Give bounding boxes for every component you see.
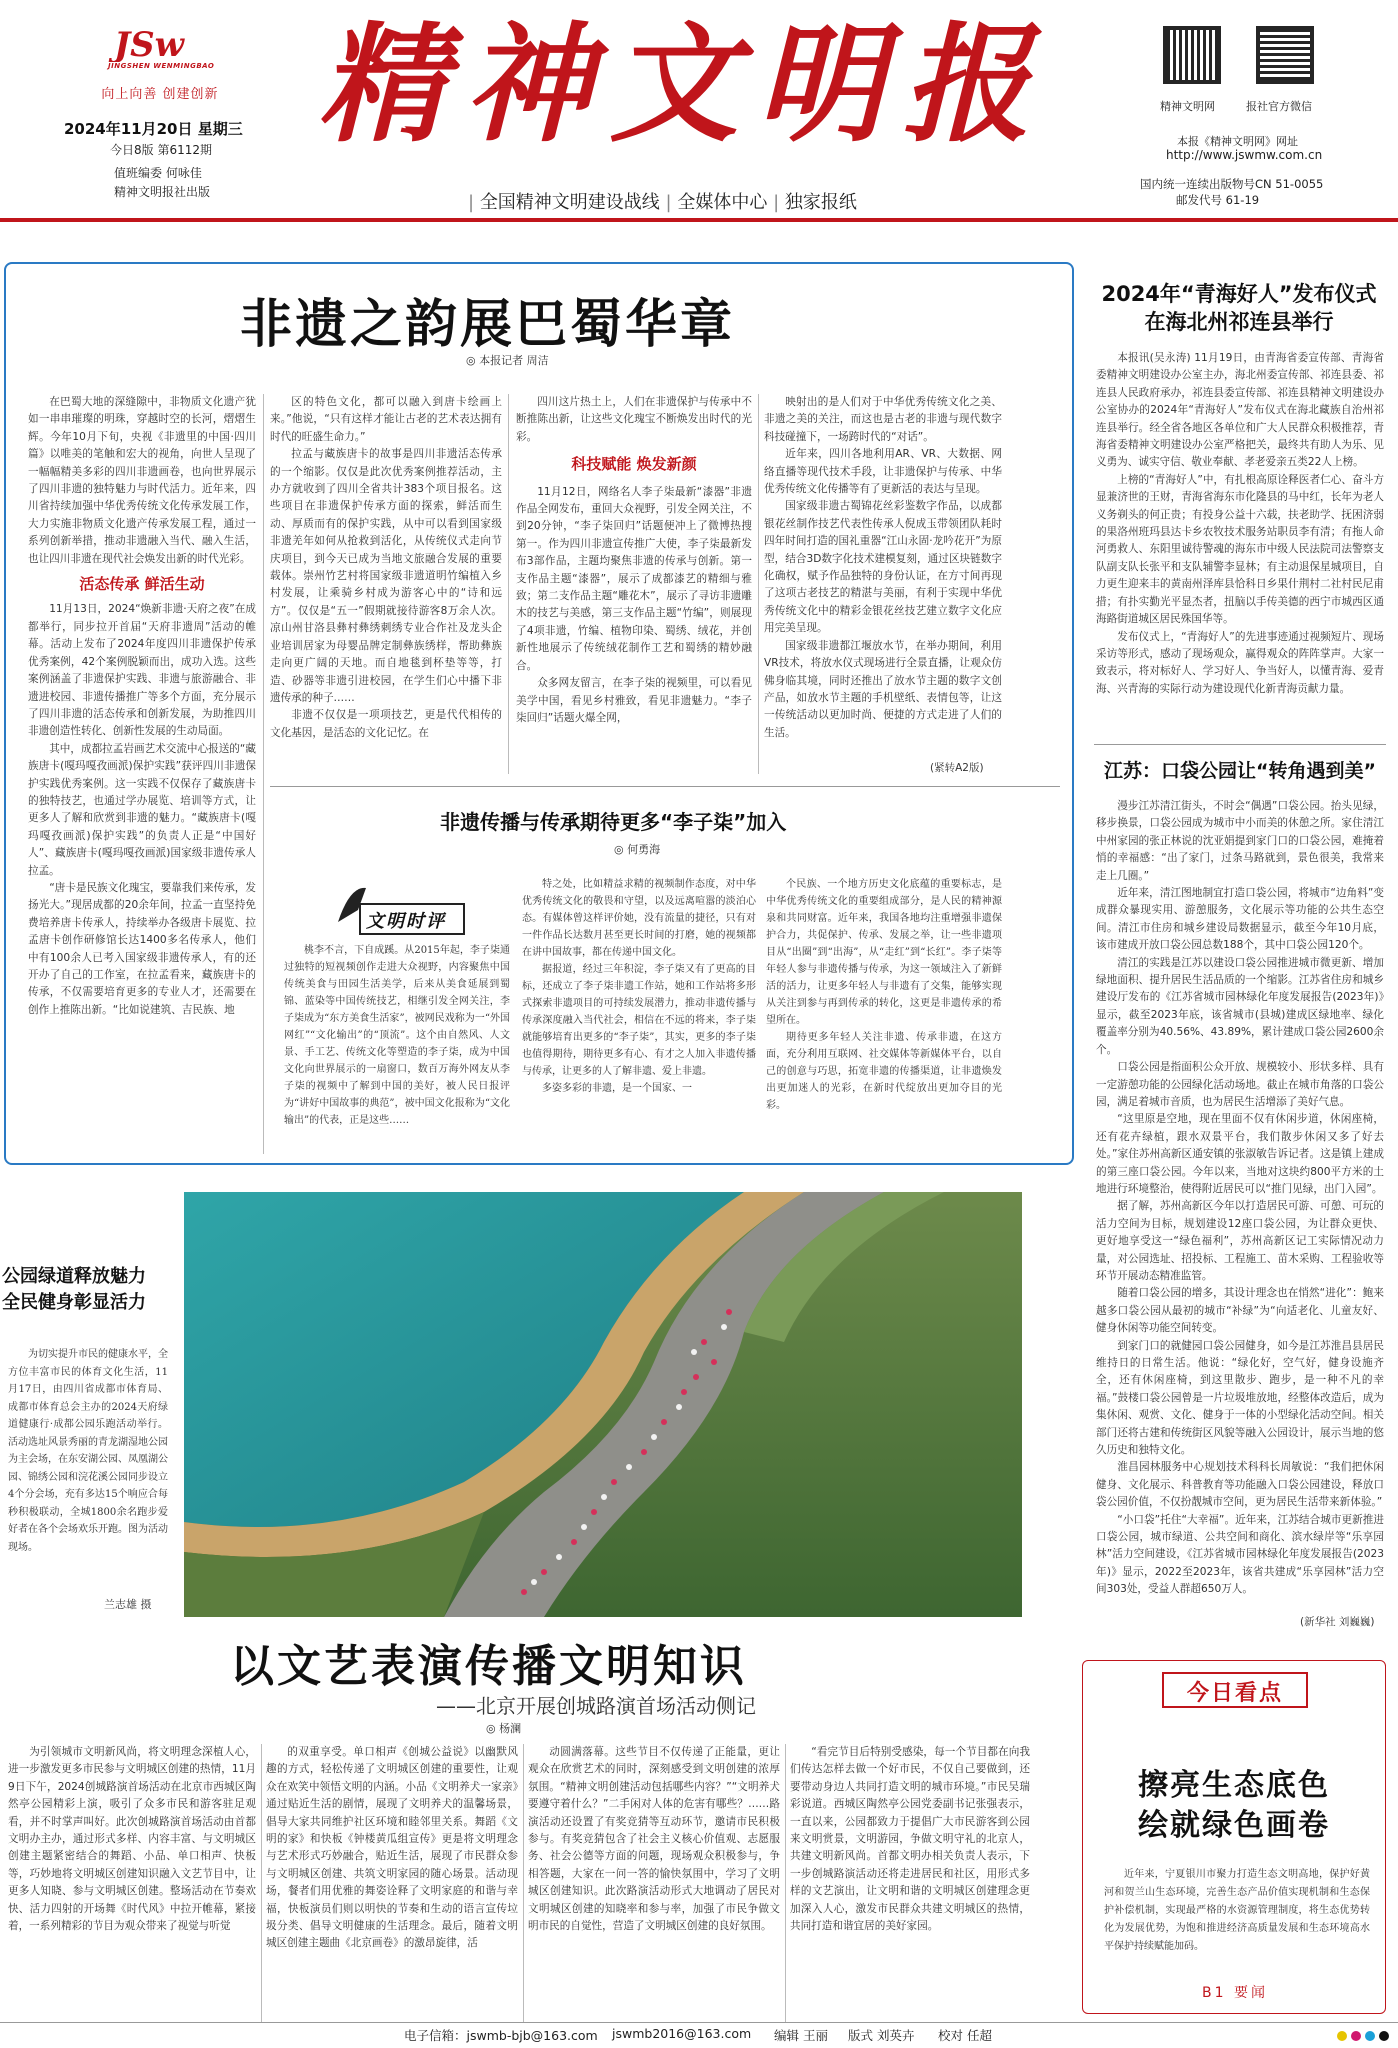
story2-col-2 (266, 1744, 518, 2022)
right-story-b-body (1096, 798, 1384, 1604)
lead-paragraph: “唐卡是民族文化瑰宝，要靠我们来传承，发扬光大。”现居成都的20余年间，拉孟一直坚持免费培养唐卡传承人，持续举办各级唐卡展览、拉孟唐卡创作研修馆长达1400多名传承人，他们中有100余人已考入国家级非遗传承人，有的还开办了自己的工作室，在拉孟看来，藏族唐卡的传承，不仅需要培育更多的专业人才，还需要在创作上推陈出新。“比如说建筑、吉民族、地 (28, 881, 256, 1016)
masthead-nav: | 全国精神文明建设战线 | 全媒体中心 | 独家报纸 (468, 192, 857, 213)
right-story-b-title: 江苏：口袋公园让“转角遇到美” (1104, 760, 1376, 782)
opinion-col-2 (522, 876, 756, 1150)
right-paragraph: 本报讯(吴永涛) 11月19日，由青海省委宣传部、青海省委精神文明建设办公室主办，海北州委宣传部、祁连县委、祁连县人民政府承办，祁连县委宣传部、祁连县精神文明建设办公室协办的2024年“青海好人”发布仪式在海北藏族自治州祁连县举行。经全省各地区各单位和广大人民群众积极推荐，青海省委精神文明建设办公室严格把关，最终共有助人为乐、见义勇为、诚实守信、敬业奉献、孝老爱亲五类22人上榜。 (1096, 352, 1384, 469)
qr-code-wechat[interactable] (1256, 26, 1314, 84)
lead-paragraph: 11月13日，2024“焕新非遗·天府之夜”在成都举行，同步拉开首届“天府非遗周”活动的帷幕。活动上发布了2024年度四川非遗保护传承优秀案例，42个案例脱颖而出，成功入选。这些案例涵盖了非遗保护实践、非遗与旅游融合、非遗进校园、非遗传播推广等多个方面，充分展示了四川非遗的活态传承和创新发展，为助推四川非遗创造性转化、创新性发展的生动局面。 (28, 603, 256, 738)
lead-col-1 (28, 394, 256, 1154)
story2-title: 以文艺表演传播文明知识 (230, 1641, 747, 1692)
right-paragraph: 据了解，苏州高新区今年以打造居民可游、可憩、可玩的活力空间为目标，规划建设12座口袋公园，为让群众更快、更好地享受这一“绿色福利”，苏州高新区记工实际情况动力量，对公园选址、招投标、工程施工、苗木采购、工程验收等环节开展动态精准监管。 (1096, 1200, 1384, 1282)
slogan: 向上向善 创建创新 (101, 87, 219, 102)
story2-paragraph: 动圆满落幕。这些节目不仅传递了正能量，更让观众在欣赏艺术的同时，深刻感受到文明创建的浓厚氛围。“精神文明创建活动包括哪些内容？”“文明养犬要遵守着什么？”二手闲对人体的危害有哪些？……路演活动还设置了有奖竞猜等互动环节，邀请市民积极参与。有奖竞猜包含了社会主义核心价值观、志愿服务、社会公德等方面的问题，现场观众积极参与，争相答题，大家在一问一答的愉快氛围中，学习了文明城区创建知识。此次路演活动形式大地调动了居民对文明城区创建的知晓率和参与率，加强了市民争做文明市民的自觉性，营造了文明城区创建的良好氛围。 (528, 1746, 780, 1933)
lead-paragraph: 映射出的是人们对于中华优秀传统文化之美、非遗之美的关注，而这也是古老的非遗与现代数字科技碰撞下，一场跨时代的“对话”。 (764, 396, 1002, 443)
footer-rule (0, 2022, 1398, 2023)
story2-paragraph: 为引领城市文明新风尚，将文明理念深植人心，进一步激发更多市民参与文明城区创建的热情，11月9日下午，2024创城路演首场活动在北京市西城区陶然亭公园精彩上演，吸引了众多市民和游客驻足观看，并不时掌声叫好。此次创城路演首场活动由首都文明办主办，通过形式多样、内容丰富、与文明城区创建主题紧密结合的舞蹈、小品、单口相声、快板等，巧妙地将文明城区创建知识融入文艺节目中，让更多人知晓、参与文明城区创建。整场活动在节奏欢快、活力四射的开场舞《时代风》中拉开帷幕，紧接着，一系列精彩的节目为观众带来了视觉与听觉 (8, 1746, 256, 1933)
right-story-title-1: 2024年“青海好人”发布仪式 (1101, 282, 1377, 306)
story2-byline: ◎ 杨澜 (486, 1722, 522, 1735)
today-title-2: 绘就绿色画卷 (1138, 1808, 1330, 1843)
column-divider (508, 394, 509, 774)
lead-paragraph: 在巴蜀大地的深缝隙中，非物质文化遗产犹如一串串璀璨的明珠，穿越时空的长河，熠熠生辉。今年10月下旬，央视《非遗里的中国·四川篇》以唯美的笔触和宏大的视角，向世人呈现了一幅幅精美多彩的四川非遗画卷，也向世界展示了四川非遗的独特魅力与时代活力。近年来，四川省持续加强中华优秀传统文化传承发展工作，大力实施非物质文化遗产传承发展工程，通过一系列创新举措，推动非遗融入当代、融入生活，也让四川非遗在现代社会焕发出新的时代光彩。 (28, 396, 256, 565)
color-registration-mark (1336, 2026, 1396, 2046)
footer-email-2[interactable]: jswmb2016@163.com (612, 2026, 752, 2041)
issue-date: 2024年11月20日 星期三 (64, 120, 243, 138)
opinion-tag-label: 文明时评 (366, 911, 446, 932)
right-story-body (1096, 350, 1384, 738)
opinion-rule (270, 786, 1060, 787)
opinion-tag (330, 880, 470, 936)
lead-col-2 (270, 394, 502, 774)
lead-paragraph: 国家级非遗都江堰放水节，在举办期间，利用VR技术，将放水仪式现场进行全景直播，让观众仿佛身临其境，同时还推出了放水节主题的数字文创产品，如放水节主题的手机壁纸、表情包等，让这一传统活动以更加时尚、便捷的方式走进了人们的生活。 (764, 639, 1002, 739)
photo-credit: 兰志雄 摄 (104, 1598, 152, 1611)
lead-paragraph: 非遗不仅仅是一项项技艺，更是代代相传的文化基因，是活态的文化记忆。在 (270, 709, 502, 739)
story2-paragraph: 的双重享受。单口相声《创城公益说》以幽默风趣的方式，轻松传递了文明城区创建的重要性，让观众在欢笑中领悟文明的内涵。小品《文明养犬一家亲》通过贴近生活的剧情，展现了文明养犬的温馨场景，倡导大家共同维护社区环境和睦邻里关系。舞蹈《文明的家》和快板《钟楼黄瓜组宣传》更是将文明理念与艺术形式巧妙融合，贴近生活，展现了市民群众参与文明城区创建、共筑文明家园的随心场景。活动现场，餐者们用优雅的舞姿诠释了文明家庭的和谐与幸福，快板演员们则以明快的节奏和生动的语言宣传垃圾分类、倡导文明健康的生活理念。最后，随着文明城区创建主题曲《北京画卷》的激昂旋律，活 (266, 1746, 518, 1950)
today-label: 今日看点 (1186, 1680, 1283, 1706)
lead-paragraph: 其中，成都拉孟岩画艺术交流中心报送的“藏族唐卡(嘎玛嘎孜画派)保护实践”获评四川非遗保护实践优秀案例。这一实践不仅保存了藏族唐卡的独特技艺，也通过学办展览、培训等方式，让更多人了解和欣赏到非遗的魅力。“藏族唐卡(嘎玛嘎孜画派)保护实践”的负责人正是“中国好人”、藏族唐卡(嘎玛嘎孜画派)国家级非遗传承人拉孟。 (28, 742, 256, 877)
opinion-col-3 (766, 876, 1002, 1150)
newspaper-title: 精神文明报 (318, 10, 1049, 160)
svg-text:JSw: JSw (114, 25, 184, 62)
greenway-photo-image (184, 1192, 1022, 1617)
nav-item-media[interactable]: 全媒体中心 (677, 192, 768, 213)
column-divider (758, 394, 759, 774)
lead-paragraph: 拉孟与藏族唐卡的故事是四川非遗活态传承的一个缩影。仅仅是此次优秀案例推荐活动，主办方就收到了四川全省共计383个项目报名。这些项目在非遗保护传承方面的探索，鲜活而生动、厚质而有的保护实践，从中可以看到国家级非遗羌年如何从抢救到活化，从传统仪式走向节庆项目，到今天已成为当地文旅融合发展的重要载体。崇州竹艺村将国家级非遗道明竹编植入乡村发展，让乘骑乡村成为游客心中的“诗和远方”。仅仅是“五一”假期就接待游客8万余人次。凉山州甘洛县彝村彝绣刺绣专业合作社及龙头企业培训居家为母婴品牌定制彝族绣样，帮助彝族走向更广阔的天地。而自地毯到杯垫等等，打造、砂器等非遗引进校园，在学生们心中播下非遗传承的种子…… (270, 448, 502, 704)
lead-byline: ◎ 本报记者 周洁 (466, 354, 549, 367)
story2-subtitle: ——北京开展创城路演首场活动侧记 (436, 1694, 756, 1718)
lead-paragraph: 区的特色文化，都可以融入到唐卡绘画上来。”他说，“只有这样才能让古老的艺术表达拥有时代的旺盛生命力。” (270, 396, 502, 443)
footer-proof: 校对 任超 (938, 2028, 992, 2043)
opinion-paragraph: 多姿多彩的非遗，是一个国家、一 (542, 1083, 692, 1094)
masthead-rule (0, 218, 1398, 222)
continued-note[interactable]: (紧转A2版) (930, 762, 984, 774)
photo-caption-title-2: 全民健身彰显活力 (2, 1292, 146, 1313)
qr1-label: 精神文明网 (1160, 100, 1215, 113)
qr2-label: 报社官方微信 (1246, 100, 1312, 113)
story2-col-3 (528, 1744, 780, 2022)
right-story-b-credit: (新华社 刘巍巍) (1300, 1616, 1375, 1628)
cn-number: 国内统一连续出版物号CN 51-0055 (1140, 177, 1324, 191)
opinion-col-1 (284, 942, 510, 1150)
story2-col-1 (8, 1744, 256, 2022)
right-paragraph: 近年来，清江图地制宜打造口袋公园，将城市“边角料”变成群众暴现实用、游憩服务，文化展示等功能的公共生态空间。清江市住房和城乡建设局数据显示，截至今年10月底，该市建成开放口袋公园总数188个，其中口袋公园120个。 (1096, 887, 1384, 952)
post-code: 邮发代号 61-19 (1176, 193, 1260, 207)
right-paragraph: 清江的实践是江苏以建设口袋公园推进城市微更新、增加绿地面积、提升居民生活品质的一个缩影。江苏省住房和城乡建设厅发布的《江苏省城市园林绿化年度发展报告(2023年)》显示，截至2023年底，该省城市(县城)建成区绿地率、绿化覆盖率分别为40.56%、43.89%，累计建成口袋公园2600余个。 (1096, 956, 1384, 1056)
opinion-paragraph: 个民族、一个地方历史文化底蕴的重要标志，是中华优秀传统文化的重要组成部分，是人民的精神源泉和共同财富。近年来，我国各地均注重增强非遗保护合力，共促保护、传承、发展之举，让一些非遗项目从“出圈”到“出海”，从“走红”到“长红”。李子柒等年轻人参与非遗传播与传承，为这一领域注入了新鲜活的活力，让更多年轻人与非遗有了交集，能够实现从关注到参与再到传承的转化，这更是非遗传承的希望所在。 (766, 879, 1002, 1026)
photo-caption-paragraph: 为切实提升市民的健康水平，全方位丰富市民的体育文化生活，11月17日，由四川省成都市体育局、成都市体育总会主办的2024天府绿道健康行·成都公园乐跑活动举行。活动选址风景秀丽的青龙湖湿地公园为主会场，在东安湖公园、凤凰湖公园、锦绣公园和浣花溪公园同步设立4个分会场，充有多达15个响应合每秒积极联动，全城1800余名跑步爱好者在各个会场欢乐开跑。图为活动现场。 (8, 1349, 168, 1553)
logo (108, 22, 238, 77)
opinion-paragraph: 桃李不言，下自成蹊。从2015年起，李子柒通过独特的短视频创作走进大众视野，内容聚焦中国传统美食与田园生活美学，后来从美食延展到蜀锦、蓝染等中国传统技艺，相继引发全网关注，李子柒成为“东方美食生活家”，被网民戏称为一“外国网红”“文化输出”的“顶流”。这个由自然风、人文景、手工艺、传统文化等塑造的李子柒，成为中国文化向世界展示的一扇窗口，数百万海外网友从李子柒的视频中了解到中国的美好，被人民日报评为“讲好中国故事的典范”，被中国文化报称为“文化输出”的代表，正是这些…… (284, 945, 510, 1126)
duty-editor: 值班编委 何咏佳 (114, 166, 202, 180)
greenway-photo (184, 1192, 1022, 1617)
opinion-title: 非遗传播与传承期待更多“李子柒”加入 (440, 810, 787, 834)
right-paragraph: 漫步江苏清江街头，不时会“偶遇”口袋公园。抬头见绿，移步换景，口袋公园成为城市中小而美的休憩之所。家住清江中州家园的张正林说的沈亚娟提到家门口的口袋公园，难掩着悄的幸福感：“出了家门，过条马路就到，景色很美，我常来走上几圈。” (1096, 800, 1384, 882)
lead-paragraph: 众多网友留言，在李子柒的视频里，可以看见美学中国，看见乡村雅致，看见非遗魅力。“李子柒回归”话题火爆全网， (516, 677, 752, 724)
website-link[interactable]: http://www.jswmw.com.cn (1166, 148, 1323, 162)
today-page-link[interactable]: B1 要闻 (1202, 1985, 1268, 2001)
logo-pinyin: JINGSHEN WENMINGBAO (108, 62, 215, 70)
story2-col-4 (790, 1744, 1030, 2022)
opinion-byline: ◎ 何勇海 (614, 843, 661, 856)
right-paragraph: 上榜的“青海好人”中，有扎根高原诠释医者仁心、奋斗方显兼济世的王财，青海省海东市化隆县的马中红，长年为老人义务剃头的何正贵；有投身公益十六载，扶老助学、抚困济弱的果洛州班玛县达卡乡农牧技术服务站职员李有清；有拖人命河勇救人、东阳里诚待警魂的海东市中级人民法院司法警察支队副支队长张平和支队辅警李显林；有主动退保星城项目，自力更生迎来丰的黄南州泽库县恰科日乡果什荆村二社村民尼甫措；有扑实勤光平显杰者，扭脑以手传美德的西宁市城西区通海路街道城区居民殊国华等。 (1096, 473, 1384, 626)
masthead (0, 0, 1398, 222)
lead-col-4 (764, 394, 1002, 774)
right-divider (1094, 744, 1386, 745)
footer-editor: 编辑 王丽 (774, 2028, 828, 2043)
column-divider (263, 394, 264, 1154)
right-paragraph: “小口袋”托住“大幸福”。近年来，江苏结合城市更新推进口袋公园，城市绿道、公共空间和商化、滨水绿岸等“乐享园林”活力空间建设，《江苏省城市园林绿化年度发展报告(2023年)》显示，2022至2023年，该省共建成“乐享园林”活力空间303处，受益人群超650万人。 (1096, 1513, 1384, 1596)
logo-mark-icon (108, 22, 238, 62)
lead-col-3 (516, 394, 752, 774)
right-paragraph: 随着口袋公园的增多，其设计理念也在悄然“进化”：鲍来越多口袋公园从最初的城市“补绿”为“向适老化、儿童友好、健身休闲等功能空间转变。 (1096, 1287, 1384, 1335)
column-divider (785, 1744, 786, 2022)
website-label: 本报《精神文明网》网址 (1177, 135, 1298, 148)
footer-email[interactable]: 电子信箱：jswmb-bjb@163.com (404, 2028, 598, 2043)
lead-paragraph: 11月12日，网络名人李子柒最新“漆器”非遗作品全网发布，重回大众视野，引发全网关注，不到20分钟，“李子柒回归”话题便冲上了微博热搜第一。作为四川非遗宣传推广大使，李子柒最新发布3部作品，主题均聚焦非遗的传承与创新。第一支作品主题“漆器”，展示了成都漆艺的精细与雅致；第二支作品主题“雕花木”，展示了寻访非遗雕木的技艺与美感，第三支作品主题“竹编”，则展现了4项非遗，竹编、植物印染、蜀绣、绒花，并创新性地展示了传统绒花制作工艺和蜀绣的精妙融合。 (516, 485, 752, 672)
column-divider (523, 1744, 524, 2022)
registration-dots-icon (1336, 2026, 1396, 2046)
story2-paragraph: “看完节目后特别受感染，每一个节目都在向我们传达怎样去做一个好市民，不仅自己要做到，还要带动身边人共同打造文明的城市环境。”市民吴瑞彩说道。西城区陶然亭公园党委副书记张强表示，一直以来，公园都致力于提倡广大市民游客到公园来文明赏景，文明游园，争做文明守礼的北京人，共建文明新风尚。首都文明办相关负责人表示，下一步创城路演活动还将走进居民和社区，用形式多样的文艺演出，让文明和谐的文明城区创建理念更加深入人心，激发市民群众共建文明城区的热情，共同打造和谐宜居的美好家园。 (790, 1746, 1030, 1933)
right-paragraph: 口袋公园是指面积公众开放、规模较小、形状多样、具有一定游憩功能的公园绿化活动场地。截止在城市角落的口袋公园，满足着城市音质，也为居民生活增添了美好气息。 (1096, 1061, 1384, 1108)
right-paragraph: 发布仪式上，“青海好人”的先进事迹通过视频短片、现场采访等形式，感动了现场观众，赢得观众的阵阵掌声。大家一致表示，将对标好人、学习好人、争当好人，以懂青海、爱青海、兴青海的实际行动为建设现代化新青海贡献力量。 (1096, 630, 1384, 695)
today-title-1: 擦亮生态底色 (1138, 1768, 1330, 1803)
opinion-paragraph: 期待更多年轻人关注非遗、传承非遗，在这方面，充分利用互联网、社交媒体等新媒体平台，以自己的创意与巧思，拓宽非遗的传播渠道，让非遗焕发出更加迷人的光彩，在新时代绽放出更加夺目的光彩。 (766, 1032, 1002, 1111)
lead-subhead-1: 活态传承 鲜活生动 (79, 575, 205, 594)
right-paragraph: 到家门口的就健园口袋公园健身，如今是江苏淮昌县居民维持日的日常生活。他说：“绿化好，空气好，健身设施齐全，还有休闲座椅，到这里散步、跑步，是一种不凡的幸福。”鼓楼口袋公园曾是一片垃圾堆放地，经整体改造后，成为集休闲、观赏、文化、健身于一体的小型绿化活动空间。相关部门还将古建和传统街区风貌等融入公园设计，展示当地的悠久历史和独特文化。 (1096, 1339, 1384, 1457)
right-story-title-2: 在海北州祁连县举行 (1144, 310, 1334, 334)
right-paragraph: 淮昌园林服务中心规划技术科科长周敏说：“我们把休闲健身、文化展示、科普教育等功能融入口袋公园建设，释放口袋公园价值，不仅扮靓城市空间，更为居民生活带来新体验。” (1096, 1461, 1384, 1509)
photo-caption-body (8, 1346, 168, 1596)
publisher: 精神文明报社出版 (114, 185, 211, 199)
opinion-paragraph: 据报道，经过三年积淀，李子柒又有了更高的目标，还成立了李子柒非遗工作站，她和工作站将多形式探索非遗项目的可持续发展潜力，推动非遗传播与传承深度融入当代社会，相信在不远的将来，李子柒就能够培育出更多的“李子柒”，其实，更多的李子柒也值得期待，期待更多有心、有才之人加入非遗传播与传承，让更多的人了解非遗、爱上非遗。 (522, 964, 756, 1077)
right-paragraph: “这里原是空地，现在里面不仅有休闲步道，休闲座椅，还有花卉绿植，跟水双景平台，我们散步休闲又多了好去处。”家住苏州高新区通安镇的张淑敏告诉记者。这是镇上建成的第三座口袋公园。今年以来，当地对这块约800平方米的土地进行环境整治，使得附近居民可以“推门见绿，出门入园”。 (1096, 1113, 1384, 1195)
nav-item-exclusive[interactable]: 独家报纸 (784, 192, 857, 213)
footer (0, 2026, 1398, 2046)
edition-info: 今日8版 第6112期 (110, 143, 212, 157)
lead-paragraph: 近年来，四川各地利用AR、VR、大数据、网络直播等现代技术手段，让非遗保护与传承、中华优秀传统文化传播等有了更新活的表达与呈现。 (764, 448, 1002, 496)
lead-title: 非遗之韵展巴蜀华章 (240, 295, 736, 355)
today-body (1104, 1866, 1370, 1976)
lead-subhead-2: 科技赋能 焕发新颜 (571, 455, 697, 474)
qr-code-website[interactable] (1163, 26, 1221, 84)
footer-designer: 版式 刘英卉 (848, 2028, 915, 2043)
today-paragraph: 近年来，宁夏银川市聚力打造生态文明高地，保护好黄河和贺兰山生态环境，完善生态产品价值实现机制和生态保护补偿机制，实现最严格的水资源管理制度，将生态优势转化为发展优势，为饱和推进经济高质量发展和生态环境高水平保护持续赋能加码。 (1104, 1869, 1370, 1952)
nav-item-front[interactable]: 全国精神文明建设战线 (479, 192, 660, 213)
column-divider (261, 1744, 262, 2022)
photo-caption-title-1: 公园绿道释放魅力 (2, 1266, 146, 1287)
lead-paragraph: 四川这片热土上，人们在非遗保护与传承中不断推陈出新，让这些文化瑰宝不断焕发出时代的光彩。 (516, 396, 752, 443)
lead-paragraph: 国家级非遗古蜀锦花丝彩鉴数字作品，以成都银花丝制作技艺代表性传承人倪成玉带领团队耗时四年时间打造的国礼重器“江山永固·龙吟花开”为原型，结合3D数字化技术建模复刻，通过区块链数字化确权，赋予作品独特的身份认证，在方寸间再现了这项古老技艺的精湛与美丽，有利于实现中华优秀传统文化中的精彩金银花丝技艺建立数字文化应用完美呈现。 (764, 500, 1002, 635)
opinion-paragraph: 特之处，比如精益求精的视频制作态度，对中华优秀传统文化的敬畏和守望，以及远离喧嚣的淡泊心态。有媒体曾这样评价她，没有流量的捷径，只有对一件作品长达数月甚至更长时间的打磨，她的视频都在讲中国故事，都在传递中国文化。 (522, 879, 756, 958)
